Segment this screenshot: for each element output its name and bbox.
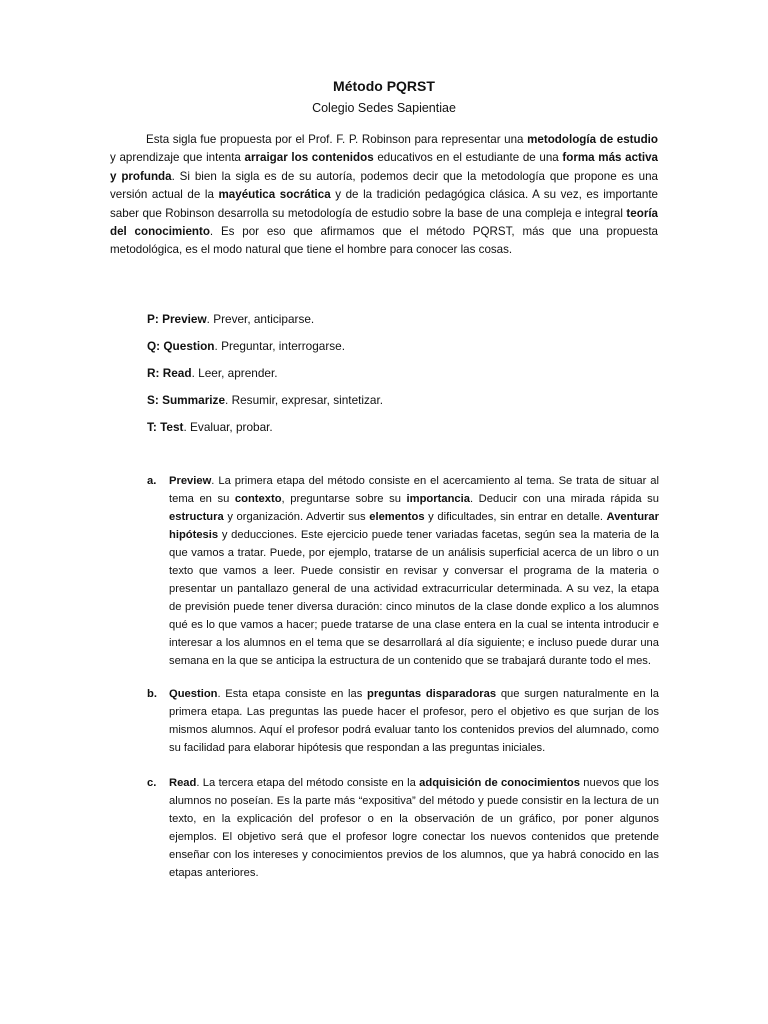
list-marker: c.	[147, 777, 157, 789]
definition-key: R: Read	[147, 366, 192, 380]
intro-bold: mayéutica socrática	[218, 188, 331, 202]
definition-item-p	[147, 310, 647, 337]
stage-item-question	[147, 685, 659, 757]
definition-item-s	[147, 391, 647, 418]
definition-text: . Evaluar, probar.	[183, 420, 273, 434]
stage-text: . Esta etapa consiste en las	[217, 688, 368, 700]
stage-item-preview	[147, 472, 659, 670]
stage-name: Read	[169, 777, 197, 789]
document-subtitle: Colegio Sedes Sapientiae	[312, 101, 456, 115]
intro-text	[110, 131, 658, 260]
intro-segment: . Si bien la sigla es de su autoría, podemos decir que la metodología que propone es una versión actual de la	[110, 169, 658, 202]
intro-paragraph	[110, 131, 658, 260]
intro-segment: educativos en el estudiante de una	[373, 151, 563, 165]
definition-text: . Resumir, expresar, sintetizar.	[225, 393, 384, 407]
pqrst-definition-list	[147, 310, 647, 445]
stage-bold: importancia	[406, 493, 470, 505]
definition-item-t	[147, 418, 647, 445]
stage-text: y organización. Advertir sus	[223, 511, 370, 523]
definition-text: . Prever, anticiparse.	[206, 312, 315, 326]
stage-text: y deducciones. Este ejercicio puede tener variadas facetas, según sea la materia de la que vamos a tratar. Puede, por ejemplo, tratarse de un análisis superficial acerca de un libro o un texto que vamos a leer. Puede consistir en revisar y conversar el programa de la materia o presentar un pantallazo general de una actividad extracurricular determinada. A su vez, la etapa de previsión puede tener diversa duración: cinco minutos de la clase donde explico a los alumnos qué es lo que vamos a hacer; puede tratarse de una clase entera en la cual se intenta introducir e interesar a los alumnos en el tema que se desarrollará al día siguiente; e incluso puede durar una semana en la que se anticipa la estructura de un contenido que se trabajará durante todo el mes.	[169, 529, 659, 667]
intro-bold: forma más activa y profunda	[110, 151, 659, 183]
stage-bold: adquisición de conocimientos	[419, 777, 580, 789]
intro-segment: y aprendizaje que intenta	[110, 151, 245, 165]
stage-bold: elementos	[369, 511, 425, 523]
stage-bold: contexto	[234, 493, 282, 505]
stage-text: , preguntarse sobre su	[281, 493, 407, 505]
stage-list	[147, 472, 659, 882]
definition-key: S: Summarize	[147, 393, 226, 407]
intro-bold: metodología de estudio	[527, 133, 658, 146]
intro-segment: y de la tradición pedagógica clásica. A su vez, es importante saber que Robinson desarrolla su metodología de estudio sobre la base de una compleja e integral	[110, 188, 658, 220]
definition-item-q	[147, 337, 647, 364]
definition-key: Q: Question	[147, 339, 215, 353]
definition-item-r	[147, 364, 647, 391]
stage-item-read	[147, 774, 659, 882]
stage-bold: preguntas disparadoras	[367, 688, 497, 700]
intro-bold: teoría del conocimiento	[110, 206, 658, 239]
intro-bold: arraigar los contenidos	[244, 151, 374, 165]
intro-segment: . Es por eso que afirmamos que el método PQRST, más que una propuesta metodológica, es el modo natural que tiene el hombre para conocer las cosas.	[110, 225, 658, 257]
stage-text: que surgen naturalmente en la primera etapa. Las preguntas las puede hacer el profesor, pero el objetivo es que surjan de los mismos alumnos. Aquí el profesor podrá evaluar tanto los contenidos previos del alumnado, como su facilidad para elaborar hipótesis que respondan a las preguntas iniciales.	[169, 688, 659, 754]
definition-key: P: Preview	[147, 312, 207, 326]
stage-name: Question	[169, 688, 218, 700]
stage-text: . La tercera etapa del método consiste en la	[196, 777, 420, 789]
intro-segment: Esta sigla fue propuesta por el Prof. F. P. Robinson para representar una	[146, 133, 528, 146]
definition-text: . Leer, aprender.	[191, 366, 278, 380]
stage-text: . La primera etapa del método consiste en el acercamiento al tema. Se trata de situar al tema en su	[169, 475, 659, 505]
document-title: Método PQRST	[333, 78, 435, 94]
stage-bold: Aventurar hipótesis	[169, 511, 659, 541]
stage-bold: estructura	[169, 511, 224, 523]
stage-text: nuevos que los alumnos no poseían. Es la parte más “expositiva” del método y puede consistir en la lectura de un texto, en la explicación del profesor o en la observación de un gráfico, por poner algunos ejemplos. El objetivo será que el profesor logre conectar los nuevos contenidos que pretende enseñar con los intereses y conocimientos previos de los alumnos, que ya habrá conocido en las etapas anteriores.	[169, 777, 659, 879]
list-marker: a.	[147, 475, 157, 487]
stage-text: . Deducir con una mirada rápida su	[469, 493, 659, 505]
definition-key: T: Test	[147, 420, 184, 434]
stage-name: Preview	[169, 475, 212, 487]
list-marker: b.	[147, 688, 157, 700]
stage-text: y dificultades, sin entrar en detalle.	[424, 511, 607, 523]
definition-text: . Preguntar, interrogarse.	[214, 339, 346, 353]
